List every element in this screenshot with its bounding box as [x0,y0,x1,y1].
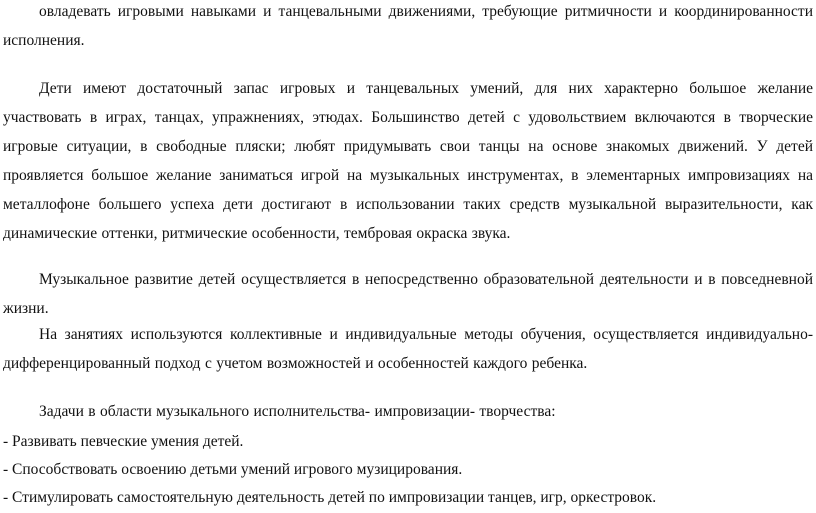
paragraph-methods: На занятиях используются коллективные и индивидуальные методы обучения, осуществляется индивидуально-дифференцированный подход с учетом возможностей и особенностей каждого ребенка. [3,326,813,372]
paragraph-development: Музыкальное развитие детей осуществляется в непосредственно образовательной деятельности и в повседневной жизни. [3,271,813,317]
task-item: - Развивать певческие умения детей. [3,433,244,450]
task-item: - Способствовать освоению детьми умений игрового музицирования. [3,461,463,478]
task-item: - Стимулировать самостоятельную деятельность детей по импровизации танцев, игр, оркестровок. [3,489,657,506]
tasks-heading: Задачи в области музыкального исполнительства- импровизации- творчества: [39,403,556,420]
paragraph-skills: Дети имеют достаточный запас игровых и танцевальных умений, для них характерно большое желание участвовать в играх, танцах, упражнениях, этюдах. Большинство детей с удовольствием включаются в творческие игровые ситуации, в свободные пляски; любят придумывать свои танцы на основе знакомых движений. У детей проявляется большое желание заниматься игрой на музыкальных инструментах, в элементарных импровизациях на металлофоне большего успеха дети достигают в использовании таких средств музыкальной выразительности, как динамические оттенки, ритмические особенности, тембровая окраска звука. [3,80,813,242]
paragraph-intro: овладевать игровыми навыками и танцевальными движениями, требующие ритмичности и координированности исполнения. [3,3,813,49]
